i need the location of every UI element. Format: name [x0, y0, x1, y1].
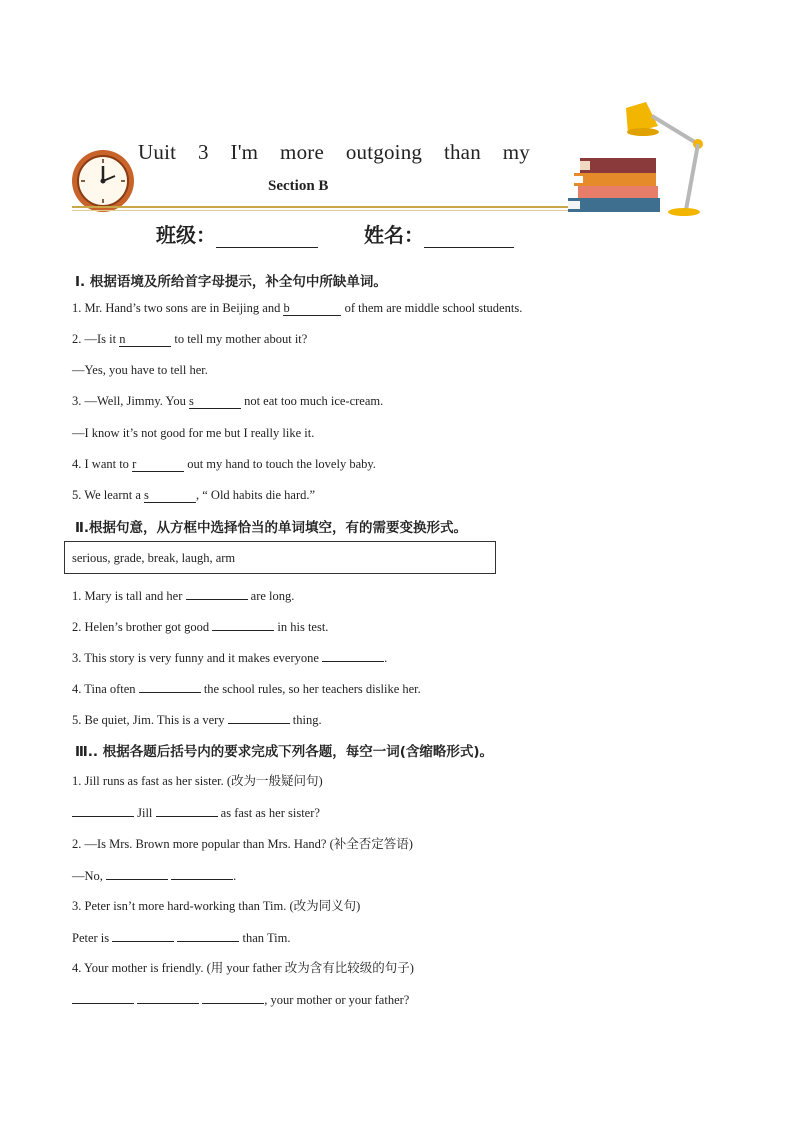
question-line: 2. Helen’s brother got good in his test.	[72, 616, 328, 635]
question-line: —No, .	[72, 865, 236, 884]
question-line: —I know it’s not good for me but I really like it.	[72, 426, 315, 440]
class-blank[interactable]	[216, 227, 318, 248]
answer-blank[interactable]	[137, 989, 199, 1004]
answer-blank[interactable]	[322, 647, 384, 662]
answer-blank[interactable]: s	[189, 394, 241, 409]
question-line: 4. I want to r out my hand to touch the lovely baby.	[72, 457, 376, 471]
books-lamp-illustration	[566, 98, 706, 220]
question-line: , your mother or your father?	[72, 989, 409, 1008]
unit-title: Uuit 3 I'm more outgoing than my	[138, 140, 530, 164]
header-rule-thin	[72, 210, 574, 211]
answer-blank[interactable]	[186, 585, 248, 600]
section2-heading: Ⅱ.根据句意，从方框中选择恰当的单词填空，有的需要变换形式。	[75, 520, 468, 536]
word-box: serious, grade, break, laugh, arm	[64, 541, 496, 574]
question-line: 1. Jill runs as fast as her sister. (改为一般疑问句)	[72, 774, 323, 788]
answer-blank[interactable]	[228, 709, 290, 724]
question-line: Jill as fast as her sister?	[72, 802, 320, 821]
answer-blank[interactable]	[202, 989, 264, 1004]
name-blank[interactable]	[424, 227, 514, 248]
class-field: 班级：	[156, 219, 318, 248]
answer-blank[interactable]	[106, 865, 168, 880]
answer-blank[interactable]	[156, 802, 218, 817]
section1-heading: Ⅰ. 根据语境及所给首字母提示，补全句中所缺单词。	[75, 274, 387, 290]
question-line: Peter is than Tim.	[72, 927, 290, 946]
question-line: 4. Tina often the school rules, so her teachers dislike her.	[72, 678, 421, 697]
answer-blank[interactable]	[112, 927, 174, 942]
answer-blank[interactable]: b	[283, 301, 341, 316]
question-line: 3. —Well, Jimmy. You s not eat too much ice-cream.	[72, 394, 384, 408]
header-rule	[72, 206, 574, 208]
answer-blank[interactable]	[212, 616, 274, 631]
question-line: 5. Be quiet, Jim. This is a very thing.	[72, 709, 322, 728]
question-line: 2. —Is Mrs. Brown more popular than Mrs. Hand? (补全否定答语)	[72, 837, 413, 851]
section3-heading: Ⅲ.. 根据各题后括号内的要求完成下列各题，每空一词(含缩略形式)。	[75, 744, 494, 760]
answer-blank[interactable]: r	[132, 457, 184, 472]
answer-blank[interactable]	[171, 865, 233, 880]
question-line: —Yes, you have to tell her.	[72, 363, 208, 377]
answer-blank[interactable]	[177, 927, 239, 942]
name-field: 姓名：	[364, 219, 514, 248]
answer-blank[interactable]: s	[144, 488, 196, 503]
question-line: 1. Mr. Hand’s two sons are in Beijing and b of them are middle school students.	[72, 301, 523, 315]
question-line: 4. Your mother is friendly. (用 your father 改为含有比较级的句子)	[72, 961, 414, 975]
answer-blank[interactable]: n	[119, 332, 171, 347]
question-line: 3. Peter isn’t more hard-working than Tim. (改为同义句)	[72, 899, 361, 913]
question-line: 2. —Is it n to tell my mother about it?	[72, 332, 308, 346]
answer-blank[interactable]	[72, 802, 134, 817]
answer-blank[interactable]	[139, 678, 201, 693]
question-line: 1. Mary is tall and her are long.	[72, 585, 294, 604]
clock-icon	[70, 148, 136, 214]
answer-blank[interactable]	[72, 989, 134, 1004]
section-subtitle: Section B	[268, 178, 329, 194]
question-line: 5. We learnt a s , “ Old habits die hard.”	[72, 488, 316, 502]
question-line: 3. This story is very funny and it makes everyone .	[72, 647, 387, 666]
